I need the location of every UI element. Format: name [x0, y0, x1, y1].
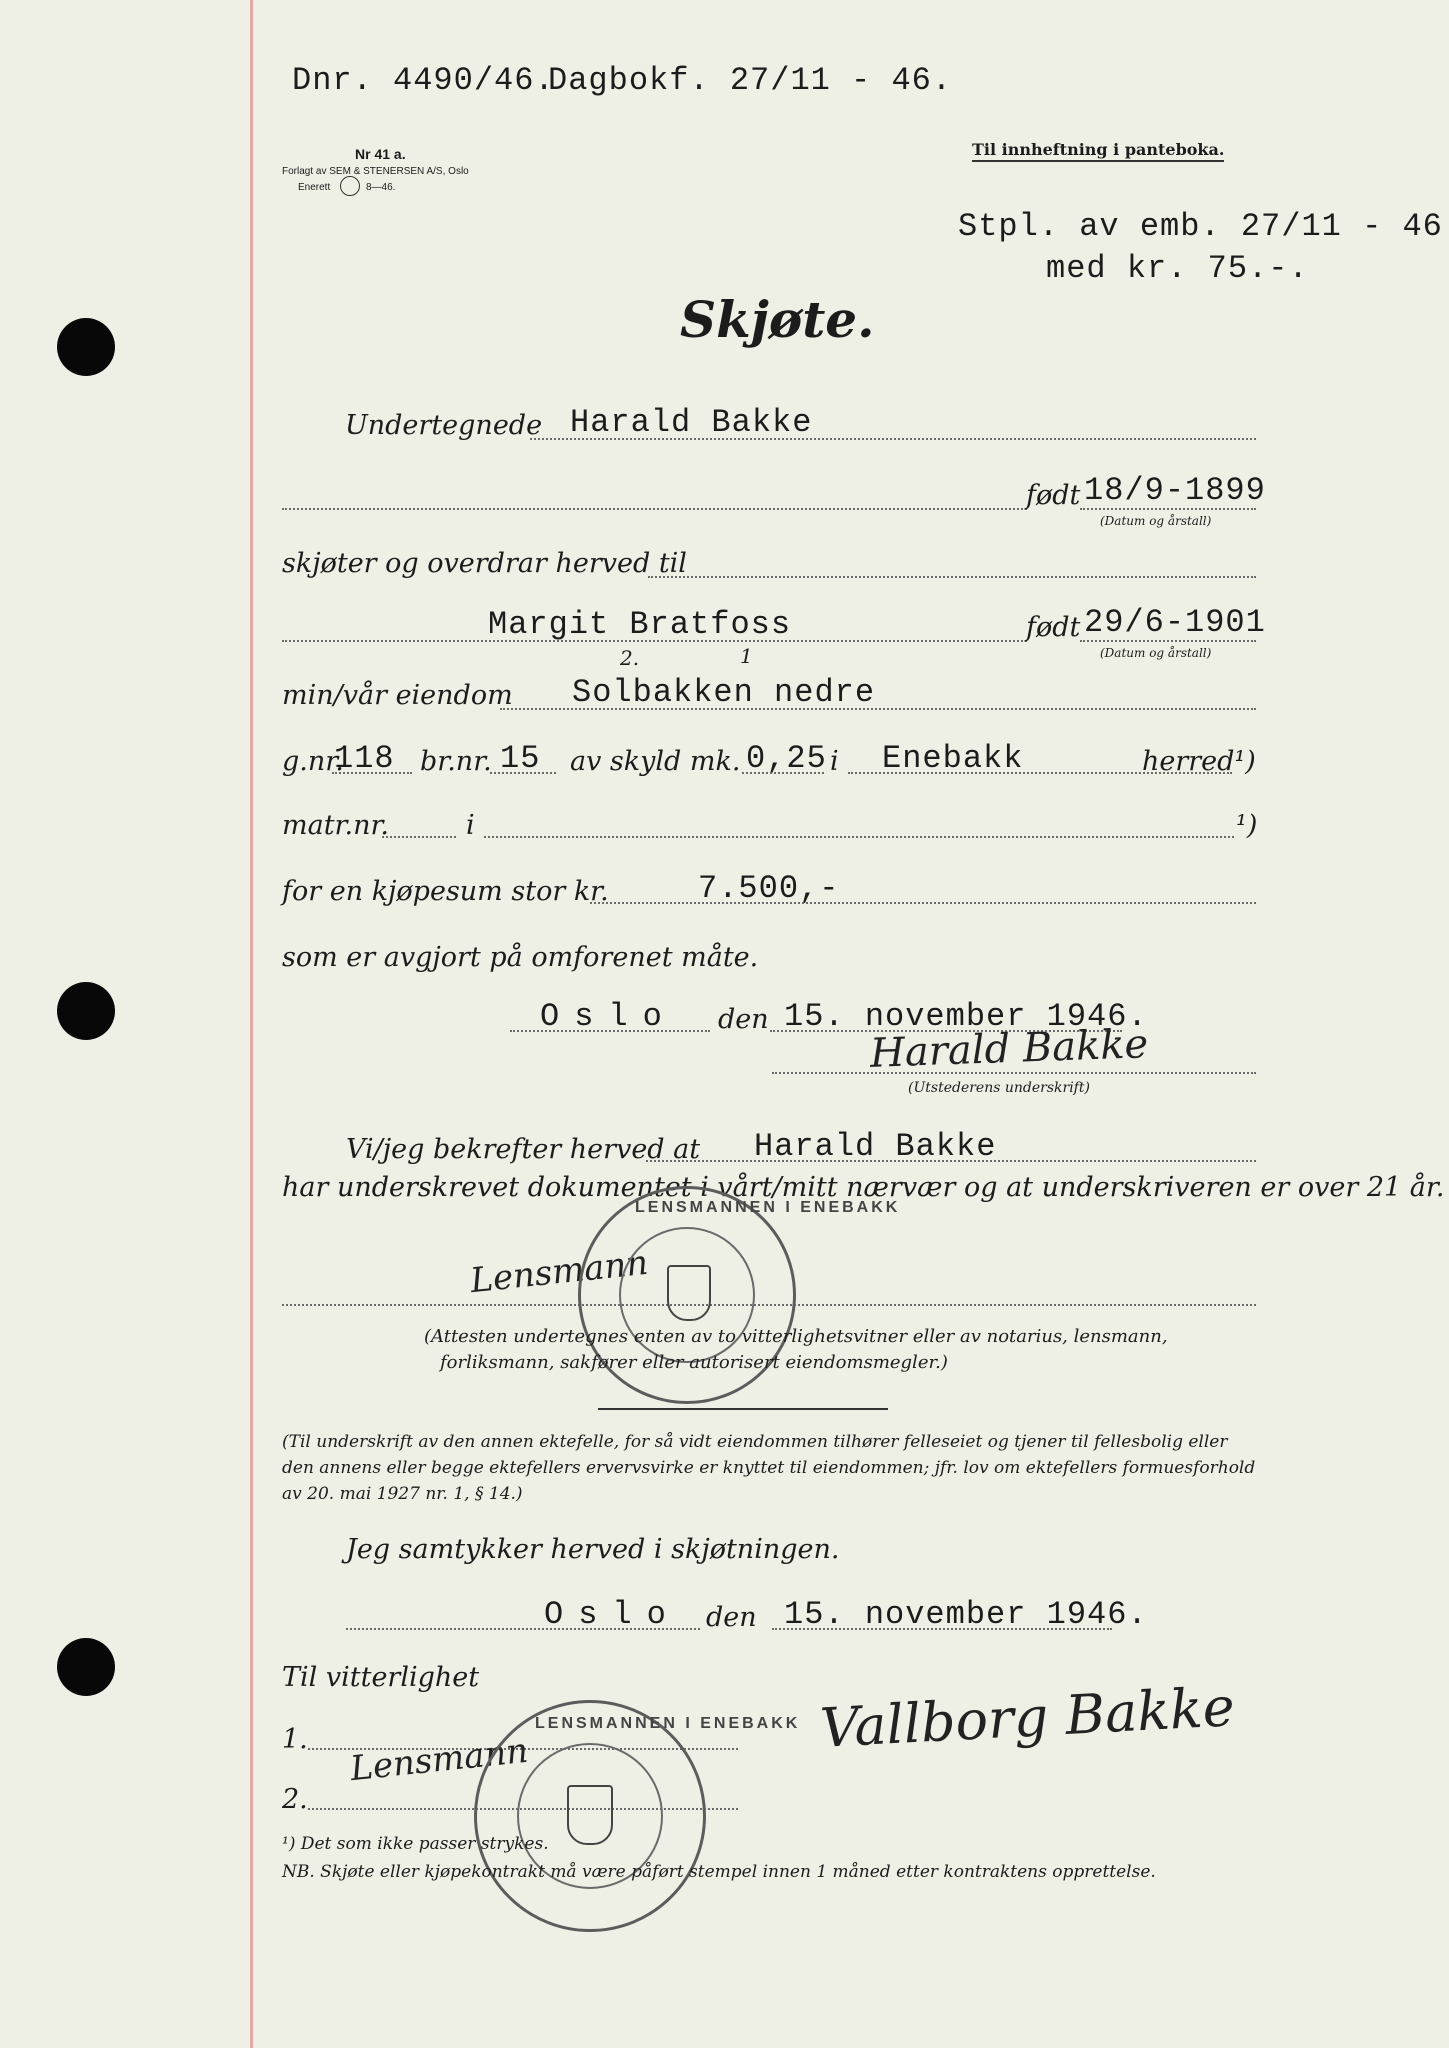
dotted-line — [346, 1628, 700, 1630]
dotted-line — [648, 576, 1256, 578]
publisher-date: 8—46. — [366, 182, 396, 193]
panteboka-label: Til innheftning i panteboka. — [972, 140, 1224, 162]
buyer-born-hint: (Datum og årstall) — [1100, 646, 1212, 660]
footnote1: ¹) Det som ikke passer strykes. — [282, 1834, 549, 1854]
punch-hole — [57, 982, 115, 1040]
dotted-line — [490, 772, 556, 774]
stamp-text: LENSMANNEN I ENEBAKK — [535, 1715, 801, 1732]
journal-number: Dnr. 4490/46. — [292, 62, 555, 99]
seller-signature: Harald Bakke — [869, 1021, 1149, 1077]
matr-i-label: i — [466, 810, 475, 841]
gnr-value: 118 — [334, 740, 395, 777]
property-name: Solbakken nedre — [572, 674, 876, 711]
seller-born-hint: (Datum og årstall) — [1100, 514, 1212, 528]
dotted-line — [590, 902, 1256, 904]
publisher: Forlagt av SEM & STENERSEN A/S, Oslo — [282, 166, 469, 177]
skyld-label: av skyld mk. — [570, 746, 741, 777]
dotted-line — [500, 708, 1256, 710]
form-number: Nr 41 a. — [355, 146, 406, 162]
dotted-line — [772, 1628, 1112, 1630]
dotted-line — [646, 1160, 1256, 1162]
dotted-line — [772, 1072, 1256, 1074]
stamp-duty-line2: med kr. 75.-. — [1046, 250, 1309, 287]
consent-place: Oslo — [544, 1596, 681, 1633]
buyer-name: Margit Bratfoss — [488, 606, 792, 643]
gnr-label: g.nr. — [282, 746, 344, 777]
dotted-line — [282, 508, 1027, 510]
attest-note1: (Attesten undertegnes enten av to vitterlighetsvitner eller av notarius, lensmann, — [424, 1326, 1168, 1347]
seller-name: Harald Bakke — [570, 404, 813, 441]
publisher-enerett: Enerett — [298, 182, 331, 193]
seller-birthdate: 18/9-1899 — [1084, 472, 1266, 509]
handwritten-annotation: 2. — [620, 646, 640, 670]
seller-label: Undertegnede — [345, 410, 543, 441]
footnote2: NB. Skjøte eller kjøpekontrakt må være påført stempel innen 1 måned etter kontraktens opprettelse. — [282, 1862, 1156, 1882]
witness-label: Til vitterlighet — [282, 1662, 480, 1693]
property-label: min/vår eiendom — [282, 680, 513, 711]
witness-num2: 2. — [282, 1784, 308, 1815]
attest-line2: har underskrevet dokumentet i vårt/mitt nærvær og at underskriveren er over 21 år. — [282, 1172, 1445, 1203]
dotted-line — [484, 836, 1234, 838]
witness-num1: 1. — [282, 1724, 308, 1755]
coat-of-arms-icon — [567, 1785, 613, 1845]
consent-den: den — [706, 1602, 757, 1633]
attest-note2: forliksmann, sakfører eller autorisert eiendomsmegler.) — [440, 1352, 948, 1373]
dotted-line — [742, 772, 824, 774]
signing-place: Oslo — [540, 998, 677, 1035]
signature-rule — [598, 1408, 888, 1410]
dotted-line — [510, 1030, 710, 1032]
margin-line — [250, 0, 253, 2048]
dotted-line — [332, 772, 412, 774]
dotted-line — [1080, 508, 1256, 510]
journal-date: Dagbokf. 27/11 - 46. — [548, 62, 953, 99]
document-title: Skjøte. — [680, 290, 875, 349]
signing-den: den — [718, 1004, 769, 1035]
price-label: for en kjøpesum stor kr. — [282, 876, 609, 907]
spouse-note-line3: av 20. mai 1927 nr. 1, § 14.) — [282, 1484, 523, 1504]
stamp-text: LENSMANNEN I ENEBAKK — [635, 1199, 901, 1216]
official-stamp — [474, 1700, 801, 1932]
price-amount: 7.500,- — [698, 870, 840, 907]
coat-of-arms-icon — [667, 1265, 711, 1321]
punch-hole — [57, 1638, 115, 1696]
spouse-note-line1: (Til underskrift av den annen ektefelle, for så vidt eiendommen tilhører felleseiet og tjener til fellesbolig eller — [282, 1432, 1228, 1452]
attest-prefix: Vi/jeg bekrefter herved at — [346, 1134, 701, 1165]
transfer-text: skjøter og overdrar herved til — [282, 548, 687, 579]
dotted-line — [282, 640, 1027, 642]
municipality: Enebakk — [882, 740, 1024, 777]
herred-label: herred¹) — [1142, 746, 1256, 777]
dotted-line — [382, 836, 456, 838]
skyld-value: 0,25 — [746, 740, 827, 777]
settled-text: som er avgjort på omforenet måte. — [282, 942, 759, 973]
witness-signature: Lensmann — [348, 1730, 530, 1790]
spouse-note-line2: den annens eller begge ektefellers ervervsvirke er knyttet til eiendommen; jfr. lov om ektefellers formuesforhold — [282, 1458, 1256, 1478]
attest-name: Harald Bakke — [754, 1128, 997, 1165]
buyer-birthdate: 29/6-1901 — [1084, 604, 1266, 641]
matr-label: matr.nr. — [282, 810, 389, 841]
seller-born-label: født — [1026, 480, 1081, 511]
handwritten-annotation: 1 — [740, 644, 753, 668]
issuer-hint: (Utstederens underskrift) — [908, 1080, 1090, 1096]
stamp-duty-line1: Stpl. av emb. 27/11 - 46 — [958, 208, 1443, 245]
publisher-logo — [340, 176, 360, 196]
signing-date: 15. november 1946. — [784, 998, 1148, 1035]
buyer-born-label: født — [1026, 612, 1081, 643]
witness-signature: Lensmann — [468, 1242, 650, 1302]
dotted-line — [1080, 640, 1256, 642]
matr-note: ¹) — [1236, 810, 1258, 841]
bnr-label: br.nr. — [420, 746, 492, 777]
punch-hole — [57, 318, 115, 376]
bnr-value: 15 — [500, 740, 541, 777]
consent-text: Jeg samtykker herved i skjøtningen. — [346, 1534, 840, 1565]
consent-signature: Vallborg Bakke — [818, 1675, 1237, 1760]
i-label: i — [830, 746, 839, 777]
consent-date: 15. november 1946. — [784, 1596, 1148, 1633]
